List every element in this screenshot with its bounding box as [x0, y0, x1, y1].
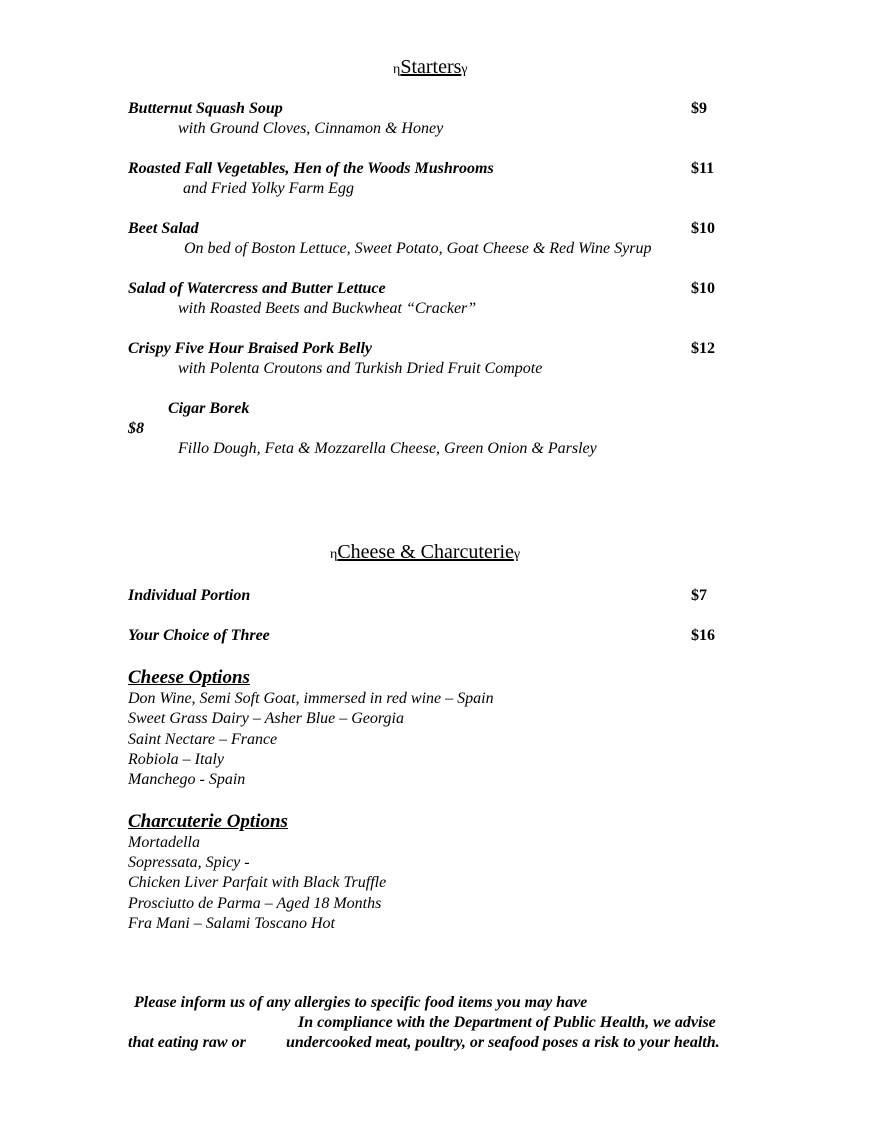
health-notice-line: In compliance with the Department of Public Health, we advise [298, 1014, 716, 1031]
charcuterie-option: Prosciutto de Parma – Aged 18 Months [128, 895, 382, 912]
starters-title: Starters [400, 56, 462, 78]
cheese-option: Don Wine, Semi Soft Goat, immersed in red wine – Spain [128, 690, 494, 707]
menu-item-description: On bed of Boston Lettuce, Sweet Potato, Goat Cheese & Red Wine Syrup [184, 240, 652, 257]
allergy-notice: Please inform us of any allergies to specific food items you may have [134, 994, 588, 1011]
menu-item-description: with Ground Cloves, Cinnamon & Honey [178, 120, 444, 137]
menu-item-description: with Polenta Croutons and Turkish Dried Fruit Compote [178, 360, 543, 377]
cheese-option: Saint Nectare – France [128, 731, 278, 748]
menu-item-name: Salad of Watercress and Butter Lettuce [128, 280, 386, 297]
heading-ornament-right: γ [513, 547, 521, 562]
menu-item-name: Beet Salad [128, 220, 199, 237]
charcuterie-option: Mortadella [128, 834, 200, 851]
cheese-option: Manchego - Spain [128, 771, 246, 788]
menu-item-description: and Fried Yolky Farm Egg [183, 180, 354, 197]
cheese-options-title: Cheese Options [128, 667, 250, 688]
menu-item-name: Butternut Squash Soup [128, 100, 283, 117]
menu-item-price: $11 [691, 160, 715, 177]
health-notice-line: that eating raw or [128, 1034, 246, 1051]
menu-item-name: Cigar Borek [168, 400, 250, 417]
cheese-charcuterie-title: Cheese & Charcuterie [337, 541, 514, 563]
portion-price: $7 [691, 587, 707, 604]
charcuterie-option: Chicken Liver Parfait with Black Truffle [128, 874, 387, 891]
charcuterie-option: Sopressata, Spicy - [128, 854, 250, 871]
starters-heading [393, 56, 468, 79]
portion-name: Individual Portion [128, 587, 251, 604]
cheese-option: Sweet Grass Dairy – Asher Blue – Georgia [128, 710, 404, 727]
menu-item-price: $9 [691, 100, 707, 117]
heading-ornament-right: γ [461, 62, 468, 77]
portion-name: Your Choice of Three [128, 627, 270, 644]
menu-item-price: $12 [691, 340, 715, 357]
cheese-option: Robiola – Italy [128, 751, 224, 768]
menu-item-price: $8 [128, 420, 144, 437]
charcuterie-option: Fra Mani – Salami Toscano Hot [128, 915, 335, 932]
menu-item-name: Roasted Fall Vegetables, Hen of the Woods Mushrooms [128, 160, 494, 177]
charcuterie-options-title: Charcuterie Options [128, 811, 288, 832]
heading-ornament-left: η [330, 547, 338, 562]
portion-price: $16 [691, 627, 715, 644]
cheese-charcuterie-heading [330, 541, 520, 564]
menu-item-description: Fillo Dough, Feta & Mozzarella Cheese, Green Onion & Parsley [178, 440, 597, 457]
health-notice-line: undercooked meat, poultry, or seafood poses a risk to your health. [286, 1034, 720, 1051]
menu-item-price: $10 [691, 280, 715, 297]
heading-ornament-left: η [393, 62, 401, 77]
menu-item-description: with Roasted Beets and Buckwheat “Cracker” [178, 300, 477, 317]
menu-item-name: Crispy Five Hour Braised Pork Belly [128, 340, 372, 357]
menu-item-price: $10 [691, 220, 715, 237]
